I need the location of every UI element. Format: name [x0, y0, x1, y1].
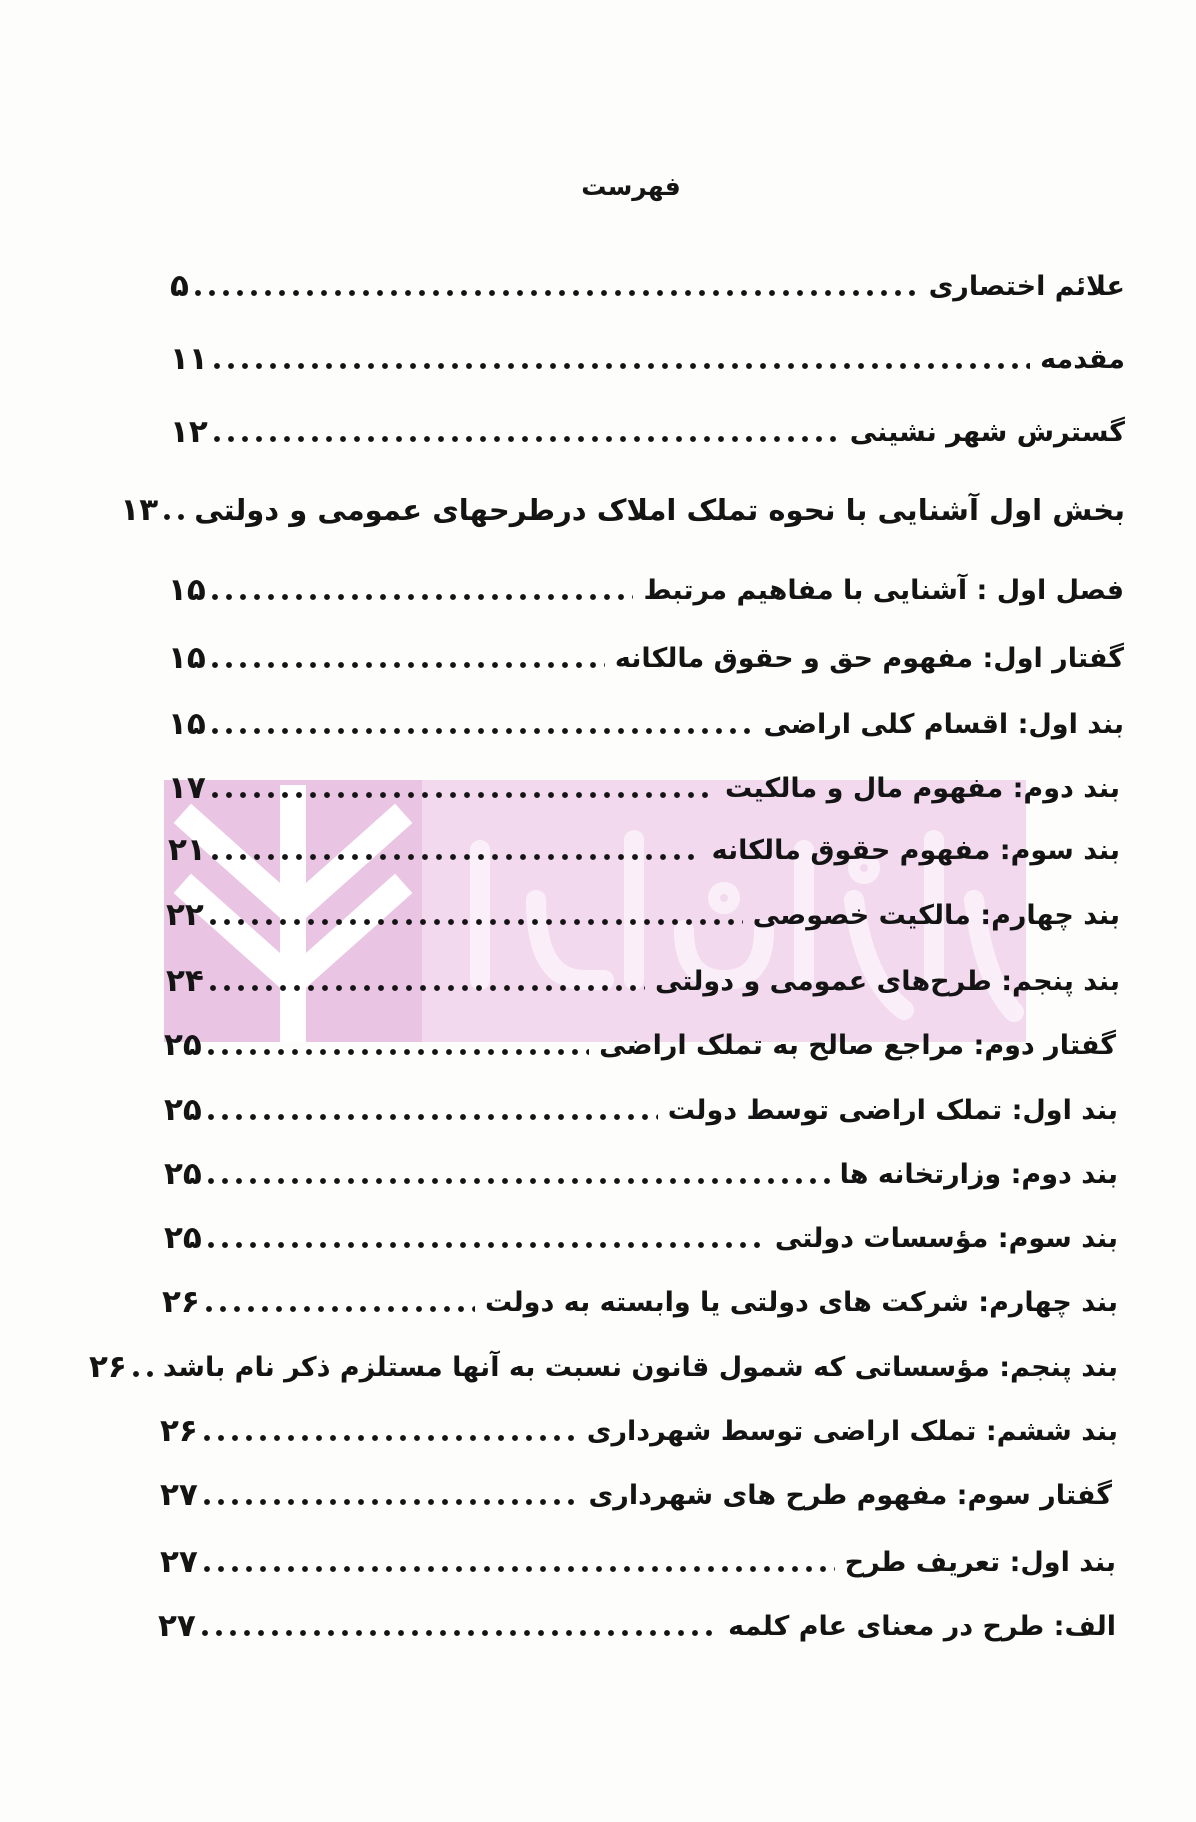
toc-entry-title: فصل اول : آشنایی با مفاهیم مرتبط [643, 574, 1124, 606]
toc-entry-page: ۲۶ [162, 1284, 200, 1320]
toc-entry-page: ۲۵ [164, 1156, 202, 1192]
toc-entry-title: گسترش شهر نشینی [849, 416, 1125, 448]
toc-entry-page: ۲۲ [166, 897, 204, 933]
dot-leader [200, 1433, 577, 1443]
dot-leader [208, 790, 715, 800]
toc-entry-title: مقدمه [1040, 343, 1125, 375]
toc-entry [162, 1280, 1118, 1324]
toc-entry-page: ۲۴ [166, 963, 204, 999]
toc-entry-title: بند اول: اقسام کلی اراضی [763, 708, 1124, 740]
dot-leader [208, 592, 634, 602]
toc-entry [170, 264, 1125, 308]
dot-leader [206, 983, 645, 993]
toc-entry-page: ۱۵ [168, 640, 206, 676]
dot-leader [210, 434, 840, 444]
toc-entry [164, 1088, 1118, 1132]
toc-entry-page: ۱۷ [168, 770, 206, 806]
toc-entry [168, 702, 1124, 746]
toc-entry-page: ۲۵ [164, 1027, 202, 1063]
dot-leader [198, 1628, 718, 1638]
toc-entry-page: ۲۶ [88, 1349, 127, 1385]
dot-leader [200, 1564, 835, 1574]
toc-entry-page: ۲۷ [158, 1608, 196, 1644]
dot-leader [208, 726, 754, 736]
toc-entry-heading [120, 488, 1125, 532]
dot-leader [208, 852, 702, 862]
toc-entry [164, 1216, 1118, 1260]
toc-entry-page: ۲۷ [160, 1477, 198, 1513]
toc-entry [168, 636, 1124, 680]
dot-leader [204, 1047, 589, 1057]
toc-entry [168, 568, 1124, 612]
toc-entry-title: گفتار سوم: مفهوم طرح های شهرداری [588, 1479, 1112, 1511]
toc-entry-page: ۱۲ [170, 414, 208, 450]
toc-entry-page: ۱۵ [168, 572, 206, 608]
toc-entry-page: ۱۳ [120, 492, 159, 528]
toc-entry-page: ۵ [170, 268, 189, 304]
toc-entry [88, 1345, 1118, 1389]
dot-leader [204, 1176, 830, 1186]
dot-leader [191, 288, 919, 298]
toc-entry [160, 1409, 1118, 1453]
dot-leader [204, 1240, 765, 1250]
dot-leader [200, 1497, 579, 1507]
toc-entry [168, 766, 1120, 810]
toc-entry-title: بند سوم: مؤسسات دولتی [774, 1222, 1118, 1254]
toc-entry-title: گفتار اول: مفهوم حق و حقوق مالکانه [614, 642, 1124, 674]
dot-leader [206, 917, 743, 927]
dot-leader [160, 512, 184, 522]
toc-entry [158, 1604, 1116, 1648]
dot-leader [202, 1304, 475, 1314]
toc-entry-title: بند ششم: تملک اراضی توسط شهرداری [586, 1415, 1118, 1447]
toc-entry-page: ۲۶ [160, 1413, 198, 1449]
dot-leader [129, 1369, 153, 1379]
toc-entry [170, 410, 1125, 454]
toc-entry-title: بند سوم: مفهوم حقوق مالکانه [711, 834, 1120, 866]
toc-entry-title: بند پنجم: مؤسساتی که شمول قانون نسبت به آنها مستلزم ذکر نام باشد [162, 1351, 1118, 1383]
toc-entry [170, 337, 1125, 381]
toc-entry-title: بند دوم: مفهوم مال و مالکیت [724, 772, 1120, 804]
toc-entry-page: ۲۵ [164, 1092, 202, 1128]
toc-entry-page: ۲۱ [168, 832, 206, 868]
toc-entry-title: بند اول: تملک اراضی توسط دولت [667, 1094, 1118, 1126]
toc-entry-page: ۲۵ [164, 1220, 202, 1256]
toc-entry-title: بند چهارم: مالکیت خصوصی [752, 899, 1120, 931]
toc-entry-page: ۲۷ [160, 1544, 198, 1580]
toc-entry-title: علائم اختصاری [928, 270, 1125, 302]
page-title: فهرست [581, 172, 681, 201]
toc-entry-title: بند چهارم: شرکت های دولتی یا وابسته به دولت [484, 1286, 1118, 1318]
toc-entry-title: بخش اول آشنایی با نحوه تملک املاک درطرحهای عمومی و دولتی [194, 493, 1125, 527]
toc-entry [160, 1540, 1116, 1584]
toc-entry [160, 1473, 1112, 1517]
toc-entry [164, 1152, 1118, 1196]
toc-entry-title: بند دوم: وزارتخانه ها [839, 1158, 1118, 1190]
dot-leader [204, 1112, 658, 1122]
dot-leader [210, 361, 1030, 371]
toc-entry-title: بند اول: تعریف طرح [844, 1546, 1116, 1578]
toc-entry-page: ۱۵ [168, 706, 206, 742]
toc-entry-title: گفتار دوم: مراجع صالح به تملک اراضی [599, 1029, 1116, 1061]
toc-entry [168, 828, 1120, 872]
toc-entry-title: بند پنجم: طرح‌های عمومی و دولتی [654, 965, 1120, 997]
toc-entry [166, 893, 1120, 937]
toc-entry [164, 1023, 1116, 1067]
toc-entry-title: الف: طرح در معنای عام کلمه [728, 1610, 1116, 1642]
dot-leader [208, 660, 605, 670]
toc-entry [166, 959, 1120, 1003]
toc-entry-page: ۱۱ [170, 341, 208, 377]
